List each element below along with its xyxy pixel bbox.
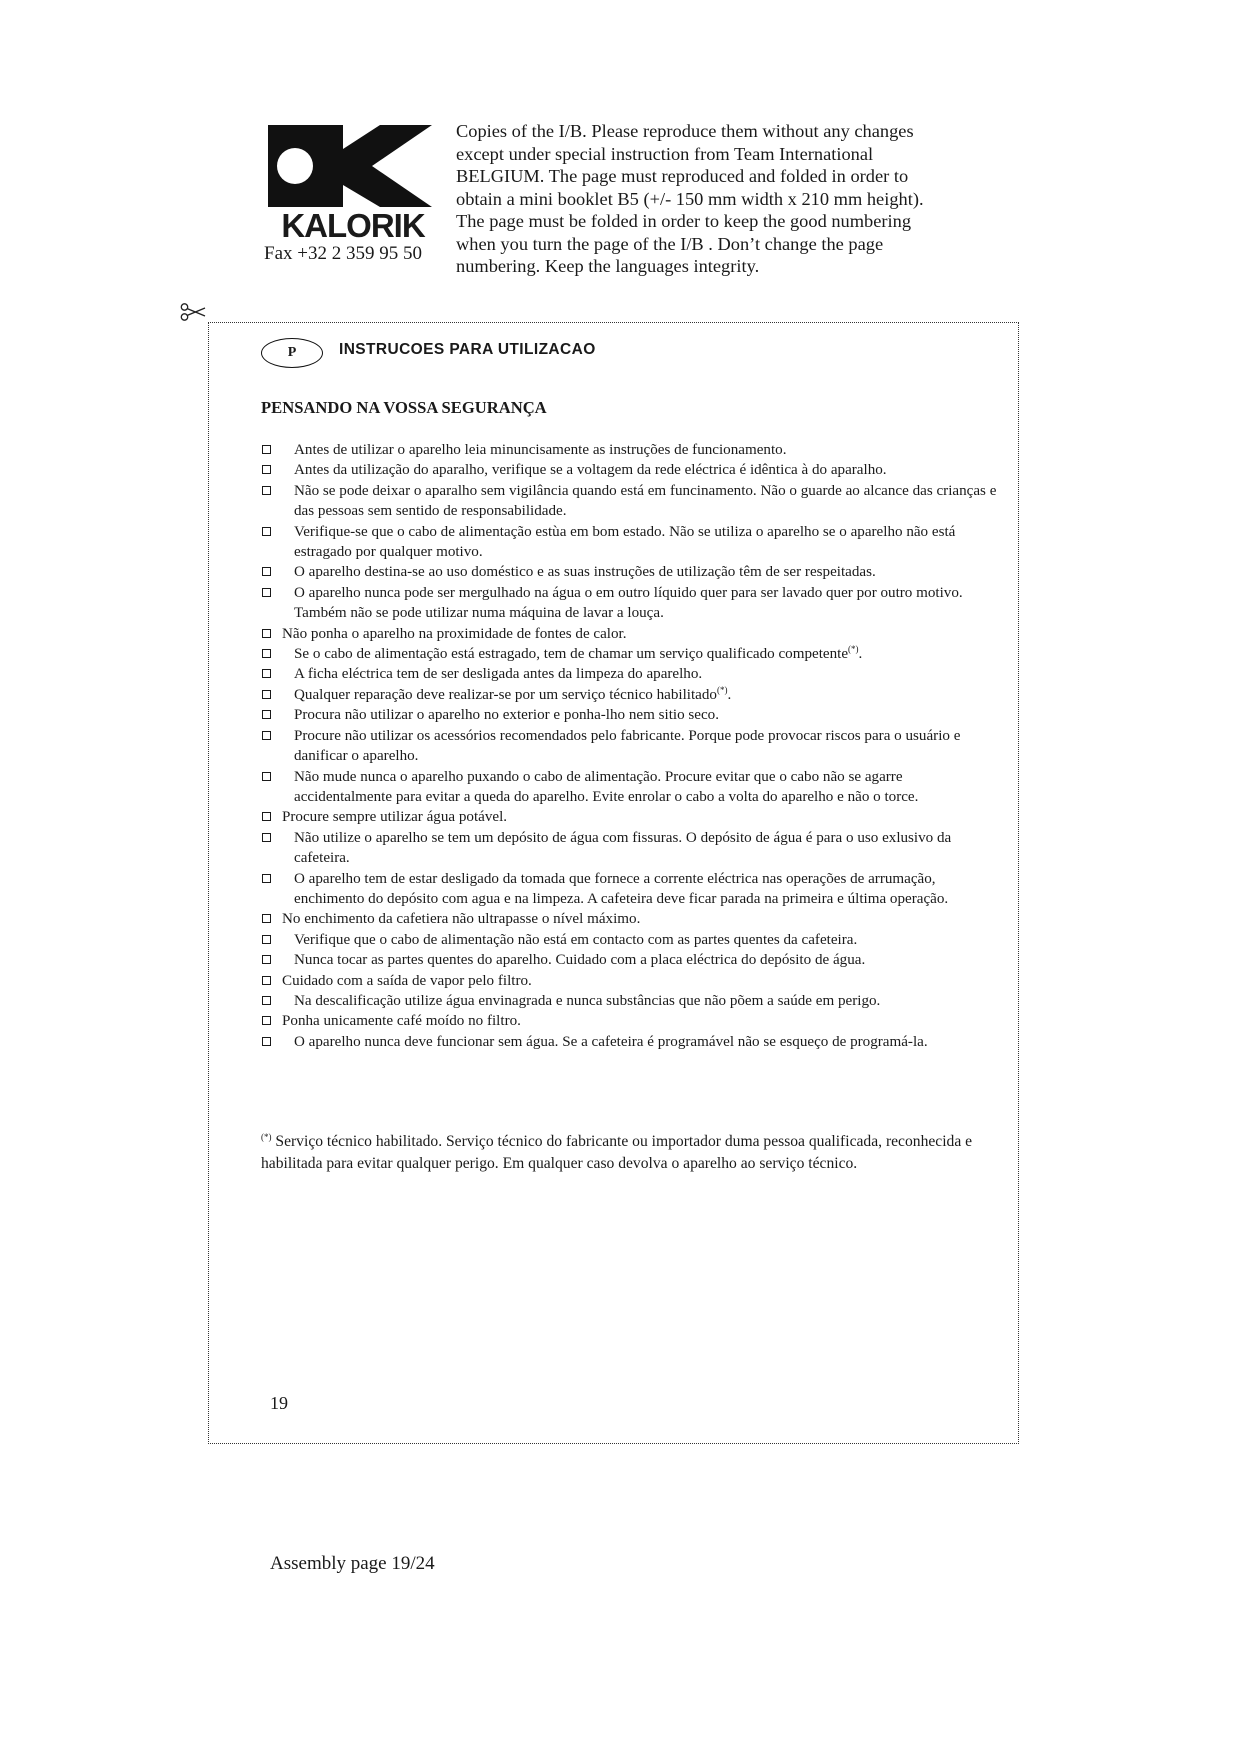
list-item xyxy=(261,726,1001,767)
list-item-punct: . xyxy=(727,686,732,703)
checkbox-bullet-icon xyxy=(262,772,271,781)
brand-name: KALORIK xyxy=(281,207,425,244)
checkbox-bullet-icon xyxy=(262,935,271,944)
checkbox-bullet-icon xyxy=(262,486,271,495)
checkbox-bullet-icon xyxy=(262,445,271,454)
checkbox-bullet-icon xyxy=(262,996,271,1005)
list-item-text: Qualquer reparação deve realizar-se por um serviço técnico habilitado xyxy=(294,686,717,703)
header-note-line: BELGIUM. The page must reproduced and folded in order to xyxy=(456,166,909,186)
list-item xyxy=(261,930,1001,950)
list-item-text: Ponha unicamente café moído no filtro. xyxy=(282,1013,521,1030)
checkbox-bullet-icon xyxy=(262,1037,271,1046)
list-item-text: Não mude nunca o aparelho puxando o cabo de alimentação. Procure evitar que o cabo não se agarre accidentalmente para evitar a queda do aparelho. Evite enrolar o cabo a volta do aparelho e não o torce. xyxy=(294,768,919,805)
safety-list xyxy=(261,440,1001,1052)
checkbox-bullet-icon xyxy=(262,465,271,474)
checkbox-bullet-icon xyxy=(262,1016,271,1025)
checkbox-bullet-icon xyxy=(262,527,271,536)
checkbox-bullet-icon xyxy=(262,649,271,658)
list-item xyxy=(261,869,1001,910)
footnote-text: Serviço técnico habilitado. Serviço técnico do fabricante ou importador duma pessoa qualificada, reconhecida e habilitada para evitar qualquer perigo. Em qualquer caso devolva o aparelho ao serviço técnico. xyxy=(261,1133,973,1172)
list-item xyxy=(261,460,1001,480)
list-item-text: No enchimento da cafetiera não ultrapasse o nível máximo. xyxy=(282,911,641,928)
section-subtitle: PENSANDO NA VOSSA SEGURANÇA xyxy=(261,398,547,417)
checkbox-bullet-icon xyxy=(262,710,271,719)
fax-number: Fax +32 2 359 95 50 xyxy=(264,243,422,264)
list-item xyxy=(261,644,1001,664)
checkbox-bullet-icon xyxy=(262,690,271,699)
scissors-icon xyxy=(180,302,206,322)
header-note xyxy=(456,120,976,278)
section-title: INSTRUCOES PARA UTILIZACAO xyxy=(339,341,596,358)
kalorik-logo-mark xyxy=(268,125,438,207)
list-item-text: Na descalificação utilize água envinagrada e nunca substâncias que não põem a saúde em perigo. xyxy=(294,992,881,1009)
page-number: 19 xyxy=(270,1393,288,1413)
list-item xyxy=(261,522,1001,563)
list-item xyxy=(261,562,1001,582)
list-item xyxy=(261,807,1001,827)
checkbox-bullet-icon xyxy=(262,976,271,985)
list-item-punct: . xyxy=(858,646,863,663)
list-item-text: Cuidado com a saída de vapor pelo filtro. xyxy=(282,972,532,989)
list-item-text: Verifique-se que o cabo de alimentação estùa em bom estado. Não se utiliza o aparelho se o aparelho não está estragado por qualquer motivo. xyxy=(294,523,956,561)
list-item-text: Antes de utilizar o aparelho leia minuncisamente as instruções de funcionamento. xyxy=(294,442,787,458)
kalorik-logo xyxy=(268,125,438,243)
list-item xyxy=(261,664,1001,684)
checkbox-bullet-icon xyxy=(262,731,271,740)
footnote-ref: (*) xyxy=(848,644,859,655)
checkbox-bullet-icon xyxy=(262,874,271,883)
list-item xyxy=(261,1011,1001,1031)
list-item-text: Se o cabo de alimentação está estragado, tem de chamar um serviço qualificado competente xyxy=(294,646,849,663)
footnote-ref: (*) xyxy=(716,684,728,695)
list-item xyxy=(261,624,1001,644)
list-item xyxy=(261,950,1001,970)
checkbox-bullet-icon xyxy=(262,914,271,923)
header-note-line: obtain a mini booklet B5 (+/- 150 mm width x 210 mm height). xyxy=(456,188,924,209)
list-item-text: O aparelho nunca pode ser mergulhado na água o em outro líquido quer para ser lavado quer por outro motivo. Também não se pode utilizar numa máquina de lavar a louça. xyxy=(294,584,963,622)
list-item-text: O aparelho tem de estar desligado da tomada que fornece a corrente eléctrica nas operações de arrumação, enchimento do depósito com agua e na limpeza. A cafeteira deve ficar parada na primeira e última operação. xyxy=(294,870,949,907)
list-item-text: O aparelho nunca deve funcionar sem água. Se a cafeteira é programável não se esqueço de programá-la. xyxy=(294,1033,928,1050)
list-item-text: A ficha eléctrica tem de ser desligada antes da limpeza do aparelho. xyxy=(294,666,703,683)
checkbox-bullet-icon xyxy=(262,955,271,964)
header-note-line: except under special instruction from Team International xyxy=(456,143,874,164)
list-item-text: Nunca tocar as partes quentes do aparelho. Cuidado com a placa eléctrica do depósito de água. xyxy=(294,952,866,969)
checkbox-bullet-icon xyxy=(262,629,271,638)
list-item xyxy=(261,909,1001,929)
header-note-line: The page must be folded in order to keep the good numbering xyxy=(456,211,912,231)
assembly-page: Assembly page 19/24 xyxy=(270,1553,435,1574)
list-item xyxy=(261,1032,1001,1052)
list-item xyxy=(261,828,1001,869)
list-item-text: Procura não utilizar o aparelho no exterior e ponha-lho nem sitio seco. xyxy=(294,707,719,724)
footnote-mark: (*) xyxy=(261,1131,272,1142)
list-item xyxy=(261,481,1001,522)
list-item-text: Procure não utilizar os acessórios recomendados pelo fabricante. Porque pode provocar riscos para o usuário e danificar o aparelho. xyxy=(294,727,961,765)
checkbox-bullet-icon xyxy=(262,812,271,821)
header-note-line: when you turn the page of the I/B . Don’t change the page xyxy=(456,233,884,254)
list-item xyxy=(261,705,1001,725)
list-item xyxy=(261,583,1001,624)
list-item xyxy=(261,991,1001,1011)
footnote xyxy=(261,1131,1001,1174)
list-item-text: Verifique que o cabo de alimentação não está em contacto com as partes quentes da cafeteira. xyxy=(294,931,858,948)
list-item xyxy=(261,440,1001,460)
list-item-text: Não ponha o aparelho na proximidade de fontes de calor. xyxy=(282,625,627,642)
checkbox-bullet-icon xyxy=(262,588,271,597)
checkbox-bullet-icon xyxy=(262,669,271,678)
list-item xyxy=(261,767,1001,808)
list-item-text: Antes da utilização do aparalho, verifique se a voltagem da rede eléctrica é idêntica à do aparalho. xyxy=(294,462,887,479)
checkbox-bullet-icon xyxy=(262,833,271,842)
list-item-text: O aparelho destina-se ao uso doméstico e as suas instruções de utilização têm de ser respeitadas. xyxy=(294,564,876,581)
list-item-text: Procure sempre utilizar água potável. xyxy=(282,809,508,826)
list-item-text: Não utilize o aparelho se tem um depósito de água com fissuras. O depósito de água é para o uso exlusivo da cafeteira. xyxy=(294,829,952,867)
checkbox-bullet-icon xyxy=(262,567,271,576)
language-badge: P xyxy=(261,338,323,368)
list-item xyxy=(261,971,1001,991)
header-note-line: numbering. Keep the languages integrity. xyxy=(456,256,760,276)
list-item xyxy=(261,685,1001,705)
header-note-line: Copies of the I/B. Please reproduce them without any changes xyxy=(456,121,914,141)
list-item-text: Não se pode deixar o aparalho sem vigilância quando está em funcinamento. Não o guarde ao alcance das crianças e das pessoas sem sentido de responsabilidade. xyxy=(294,482,997,520)
